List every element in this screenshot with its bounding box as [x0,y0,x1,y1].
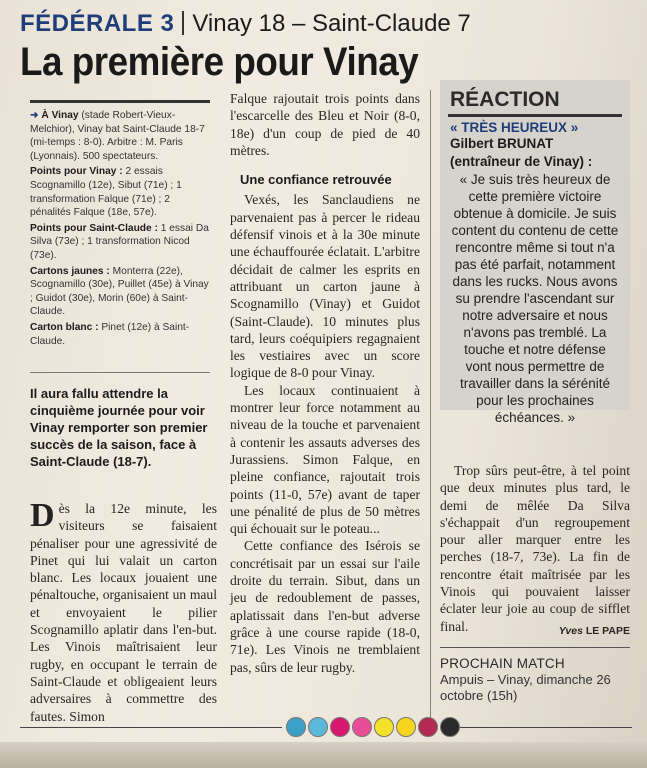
registration-line [452,727,632,728]
color-swatch [352,717,372,737]
drop-cap: D [30,497,55,534]
reaction-heading: RÉACTION [450,88,560,111]
divider [30,372,210,373]
next-match-text: Ampuis – Vinay, dimanche 26 octobre (15h) [440,672,611,703]
color-swatch [330,717,350,737]
paragraph: Dès la 12e minute, les visiteurs se faisaient pénaliser pour une agressivité de Pinet qui lui valait un carton blanc. Les locaux jouaient une pénaltouche, organisaient un maul et envoyaient le pilier Scognamillo aplatir dans l'en-but. Les Vinois maîtrisaient leur rugby, en occupant le terrain de Saint-Claude et obligeaient leurs adversaires à commettre des fautes. Simon [30,497,217,724]
quote-role: (entraîneur de Vinay) : [450,153,593,169]
info-white-card: Carton blanc : Pinet (12e) à Saint-Claude. [30,321,190,347]
subheading: Une confiance retrouvée [240,172,392,188]
next-match-label: PROCHAIN MATCH [440,656,565,671]
headline: La première pour Vinay [20,40,419,84]
color-swatch [308,717,328,737]
quote-text: « Je suis très heureux de cette première victoire obtenue à domicile. Je suis content du contenu de cette rencontre même si tout n'a pas été parfait, notamment dans les rucks. Nous avons su prendre l'ascendant sur notre adversaire et nous n'avons pas tremblé. La touche et notre défense vont nous permettre de travailler dans la sérénité pour les prochaines échéances. » [451,172,619,425]
paragraph: Falque rajoutait trois points dans l'escarcelle des Bleu et Noir (8-0, 18e) d'un coup de pied de 40 mètres. [230,91,420,158]
article-column-2 [230,90,420,676]
section-kicker [20,10,471,38]
author-byline: Yves LE PAPE [558,625,630,637]
print-color-swatches [286,717,460,739]
color-swatch [286,717,306,737]
article-lead: Il aura fallu attendre la cinquième journée pour voir Vinay remporter son premier succès de la saison, face à Saint-Claude (18-7). [30,386,208,469]
paragraph: Vexés, les Sanclaudiens ne parvenaient pas à percer le rideau défensif vinois et à la 30e minute une échauffourée éclatait. L'arbitre décidait de calmer les esprits en attribuant un carton jaune à Scognamillo (Vinay) et Guidot (Saint-Claude). 10 minutes plus tard, leurs coéquipiers regagnaient les vestiaires avec un score logique de 8-0 pour Vinay. [230,192,420,381]
reaction-box [440,80,630,425]
match-info-box [30,100,210,350]
section-name: FÉDÉRALE 3 [20,10,175,37]
match-score: Vinay 18 – Saint-Claude 7 [192,10,471,37]
page-bottom-edge [0,742,647,768]
quote-person: Gilbert BRUNAT [450,136,554,151]
info-points-saint-claude: Points pour Saint-Claude : 1 essai Da Silva (73e) ; 1 transformation Nicod (73e). [30,222,209,261]
info-yellow-cards: Cartons jaunes : Monterra (22e), Scognamillo (30e), Puillet (45e) à Vinay ; Guidot (30e), Morin (60e) à Saint-Claude. [30,265,209,318]
color-swatch [418,717,438,737]
article-column-3 [440,462,630,635]
color-swatch [396,717,416,737]
paragraph: Cette confiance des Isérois se concrétisait par un essai sur l'aile droite du terrain. Sibut, dans un jeu de redoublement de passes, aplatissait dans l'en-but adverse grâce à une course rapide (18-0, 71e). Les Vinois ne tremblaient pas, sûrs de leur rugby. [230,538,420,675]
registration-line [20,727,282,728]
next-match-box [440,656,630,704]
reaction-rule [448,114,622,117]
color-swatch [374,717,394,737]
color-swatch [440,717,460,737]
arrow-right-icon: ➜ [30,110,42,121]
info-intro: ➜ À Vinay (stade Robert-Vieux-Melchior), Vinay bat Saint-Claude 18-7 (mi-temps : 8-0). Arbitre : M. Paris (Lyonnais). 500 spectateurs. [30,110,205,162]
paragraph: Trop sûrs peut-être, à tel point que deux minutes plus tard, le demi de mêlée Da Silva s'échappait d'un regroupement pour aller marquer entre les perches (18-7, 73e). La fin de rencontre était maîtrisée par les Vinois qui pouvaient laisser éclater leur joie au coup de sifflet final. [440,463,630,634]
paragraph: Les locaux continuaient à montrer leur force notamment au niveau de la touche et parvenaient à contenir les assauts adverses des Jurassiens. Simon Falque, en pleine confiance, rajoutait trois points (11-0, 57e) avant de taper une pénalité de plus de 50 mètres qui échouait sur le poteau... [230,382,420,537]
kicker-separator [182,11,184,35]
divider [440,647,630,648]
info-points-vinay: Points pour Vinay : 2 essais Scognamillo (12e), Sibut (71e) ; 1 transformation Falque (71e) ; 2 pénalités Falque (18e, 57e). [30,166,182,219]
column-rule [430,90,431,730]
quote-title: « TRÈS HEUREUX » [450,120,579,135]
article-column-1 [30,497,217,725]
